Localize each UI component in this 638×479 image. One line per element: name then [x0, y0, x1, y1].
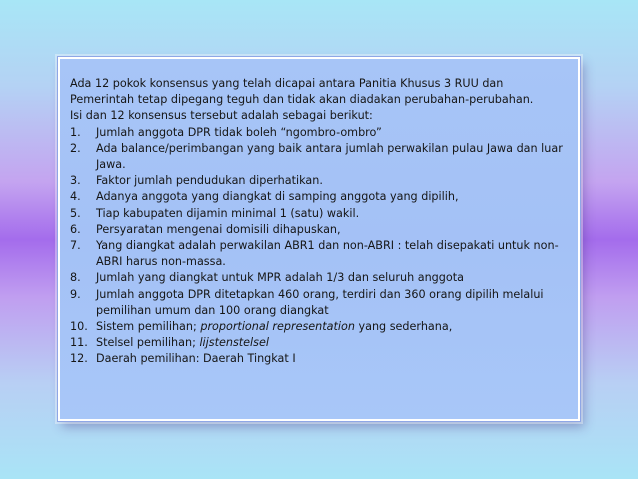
item-number: 12.: [70, 352, 88, 366]
list-item: [70, 189, 566, 205]
item-text: Daerah pemilihan: Daerah Tingkat I: [96, 352, 296, 366]
item-text-italic: proportional representation: [200, 320, 355, 334]
item-text: [96, 319, 566, 335]
item-text: Jumlah anggota DPR tidak boleh “ngombro-ombro”: [96, 125, 382, 139]
item-number: 6.: [70, 222, 81, 236]
item-text: Tiap kabupaten dijamin minimal 1 (satu) wakil.: [96, 206, 360, 220]
item-text-plain: Stelsel pemilihan;: [96, 336, 200, 350]
item-number: 8.: [70, 271, 81, 285]
item-text: [96, 335, 566, 351]
item-number: 11.: [70, 336, 88, 350]
item-number: 9.: [70, 287, 81, 301]
item-text: Ada balance/perimbangan yang baik antara jumlah perwakilan pulau Jawa dan luar Jawa.: [96, 141, 563, 172]
list-item: [70, 222, 566, 238]
item-text: Yang diangkat adalah perwakilan ABR1 dan non-ABRI : telah disepakati untuk non-ABRI harus non-massa.: [96, 239, 559, 269]
item-text: Jumlah anggota DPR ditetapkan 460 orang, terdiri dan 360 orang dipilih melalui pemilihan umum dan 100 orang diangkat: [96, 287, 544, 317]
item-text-plain: yang sederhana,: [354, 320, 453, 334]
list-item: [70, 141, 566, 173]
item-text: Faktor jumlah pendudukan diperhatikan.: [96, 174, 323, 188]
item-number: 4.: [70, 190, 81, 204]
list-item: [70, 351, 566, 367]
consensus-list: [70, 125, 566, 368]
item-text: Adanya anggota yang diangkat di samping anggota yang dipilih,: [96, 190, 459, 204]
content-card: [58, 57, 580, 421]
intro-line: Ada 12 pokok konsensus yang telah dicapai antara Panitia Khusus 3 RUU dan: [70, 77, 504, 90]
item-text: Persyaratan mengenai domisili dihapuskan,: [96, 222, 341, 236]
item-number: 2.: [70, 141, 81, 155]
item-number: 7.: [70, 239, 81, 253]
item-text-italic: lijstenstelsel: [199, 336, 269, 350]
item-text: Jumlah yang diangkat untuk MPR adalah 1/3 dan seluruh anggota: [96, 271, 464, 285]
list-item: [70, 270, 566, 286]
item-text-plain: Sistem pemilihan;: [96, 320, 201, 334]
list-item: [70, 238, 566, 270]
intro-line: Isi dan 12 konsensus tersebut adalah sebagai berikut:: [70, 109, 373, 123]
list-item: [70, 173, 566, 189]
item-number: 10.: [70, 320, 88, 334]
list-item: [70, 335, 566, 351]
list-item: [70, 287, 566, 319]
intro-line: Pemerintah tetap dipegang teguh dan tidak akan diadakan perubahan-perubahan.: [70, 93, 534, 107]
list-item: [70, 206, 566, 222]
item-number: 5.: [70, 206, 81, 220]
item-number: 3.: [70, 174, 81, 188]
item-number: 1.: [70, 125, 81, 139]
list-item: [70, 125, 566, 141]
list-item: [70, 319, 566, 335]
intro-paragraph: [70, 76, 566, 125]
